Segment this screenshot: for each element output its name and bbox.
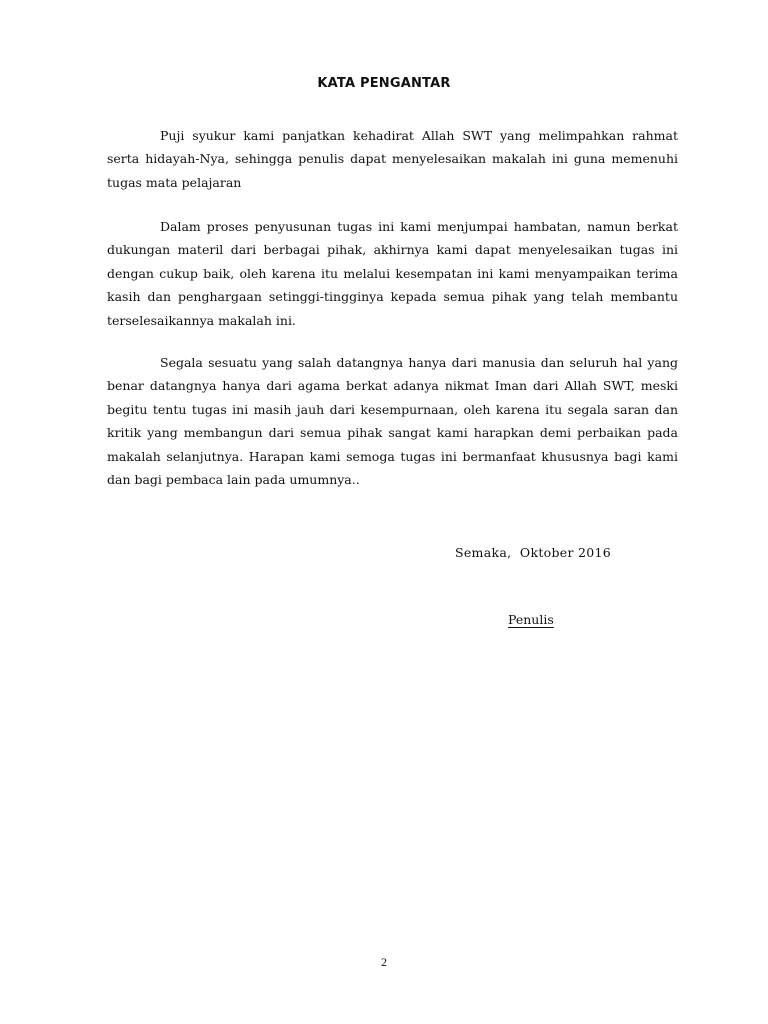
author-signature: Penulis: [508, 612, 554, 627]
paragraph-gratitude: Puji syukur kami panjatkan kehadirat Allah SWT yang melimpahkan rahmat serta hidayah-Nya, sehingga penulis dapat menyelesaikan makalah ini guna memenuhi tugas mata pelajaran: [107, 128, 678, 190]
page-number: 2: [381, 955, 387, 969]
place-date: Semaka, Oktober 2016: [455, 545, 612, 560]
paragraph-process: Dalam proses penyusunan tugas ini kami menjumpai hambatan, namun berkat dukungan materil dari berbagai pihak, akhirnya kami dapat menyelesaikan tugas ini dengan cukup baik, oleh karena itu melalui kesempatan ini kami menyampaikan terima kasih dan penghargaan setinggi-tingginya kepada semua pihak yang telah membantu terselesaikannya makalah ini.: [107, 219, 678, 328]
page-title: KATA PENGANTAR: [317, 76, 451, 91]
paragraph-closing: Segala sesuatu yang salah datangnya hanya dari manusia dan seluruh hal yang benar datangnya hanya dari agama berkat adanya nikmat Iman dari Allah SWT, meski begitu tentu tugas ini masih jauh dari kesempurnaan, oleh karena itu segala saran dan kritik yang membangun dari semua pihak sangat kami harapkan demi perbaikan pada makalah selanjutnya. Harapan kami semoga tugas ini bermanfaat khususnya bagi kami dan bagi pembaca lain pada umumnya..: [107, 355, 678, 488]
